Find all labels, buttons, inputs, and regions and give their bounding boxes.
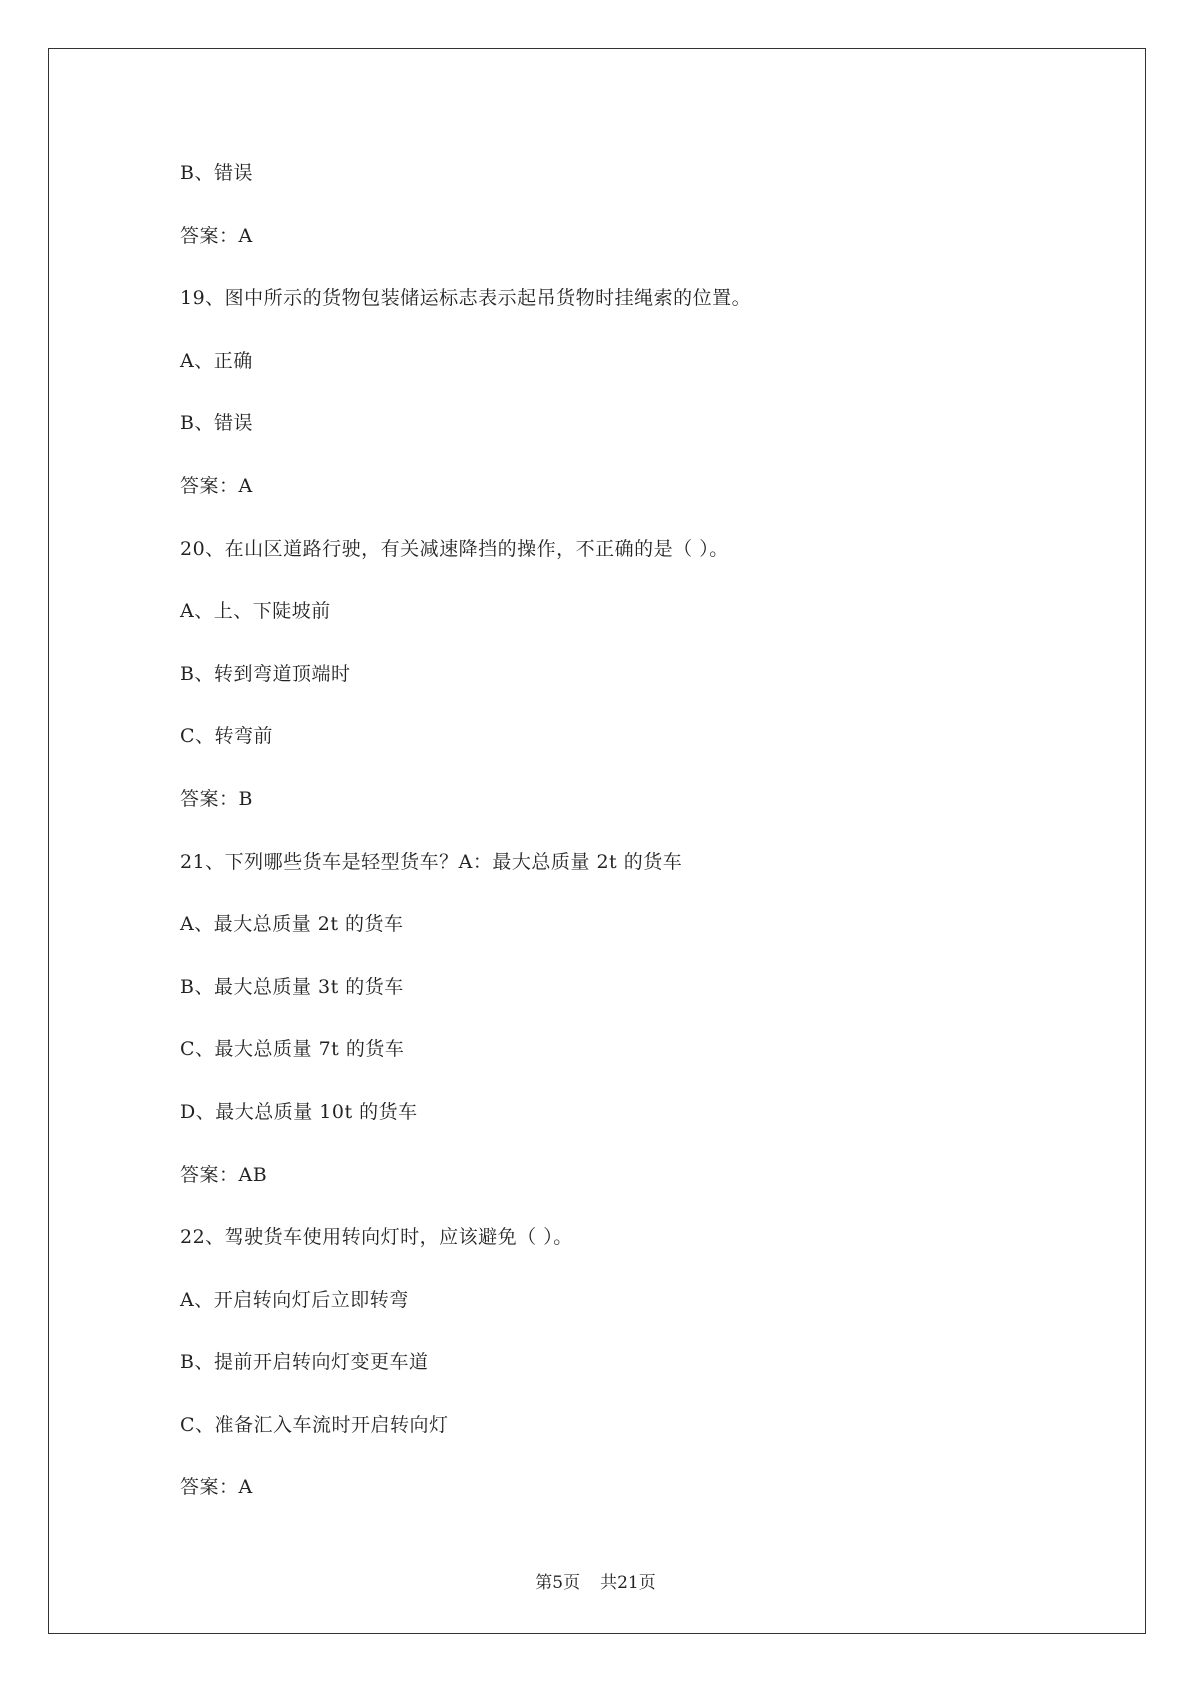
answer-q21: 答案：AB [180,1163,268,1186]
option-a-q20: A、上、下陡坡前 [180,600,331,623]
answer-q18: 答案：A [180,224,253,247]
option-b-q22: B、提前开启转向灯变更车道 [180,1351,429,1374]
option-a-q19: A、正确 [180,349,253,372]
question-21: 21、下列哪些货车是轻型货车？A：最大总质量 2t 的货车 [180,850,683,873]
answer-q22: 答案：A [180,1476,253,1499]
document-body [180,158,1080,1535]
option-d-q21: D、最大总质量 10t 的货车 [180,1100,418,1123]
question-22: 22、驾驶货车使用转向灯时，应该避免（ ）。 [180,1226,573,1249]
question-20: 20、在山区道路行驶，有关减速降挡的操作，不正确的是（ ）。 [180,537,729,560]
option-a-q21: A、最大总质量 2t 的货车 [180,913,404,936]
total-pages: 共21页 [600,1573,656,1593]
answer-q20: 答案：B [180,787,253,810]
option-a-q22: A、开启转向灯后立即转弯 [180,1288,409,1311]
question-19: 19、图中所示的货物包装储运标志表示起吊货物时挂绳索的位置。 [180,287,752,310]
page-footer [0,1568,1191,1593]
page-number: 第5页 [535,1573,581,1593]
option-c-q20: C、转弯前 [180,725,274,748]
option-b-q20: B、转到弯道顶端时 [180,662,351,685]
option-c-q21: C、最大总质量 7t 的货车 [180,1038,405,1061]
option-b-q19: B、错误 [180,412,253,435]
option-b-q18: B、错误 [180,162,253,184]
option-b-q21: B、最大总质量 3t 的货车 [180,975,404,998]
option-c-q22: C、准备汇入车流时开启转向灯 [180,1413,449,1436]
answer-q19: 答案：A [180,474,253,497]
